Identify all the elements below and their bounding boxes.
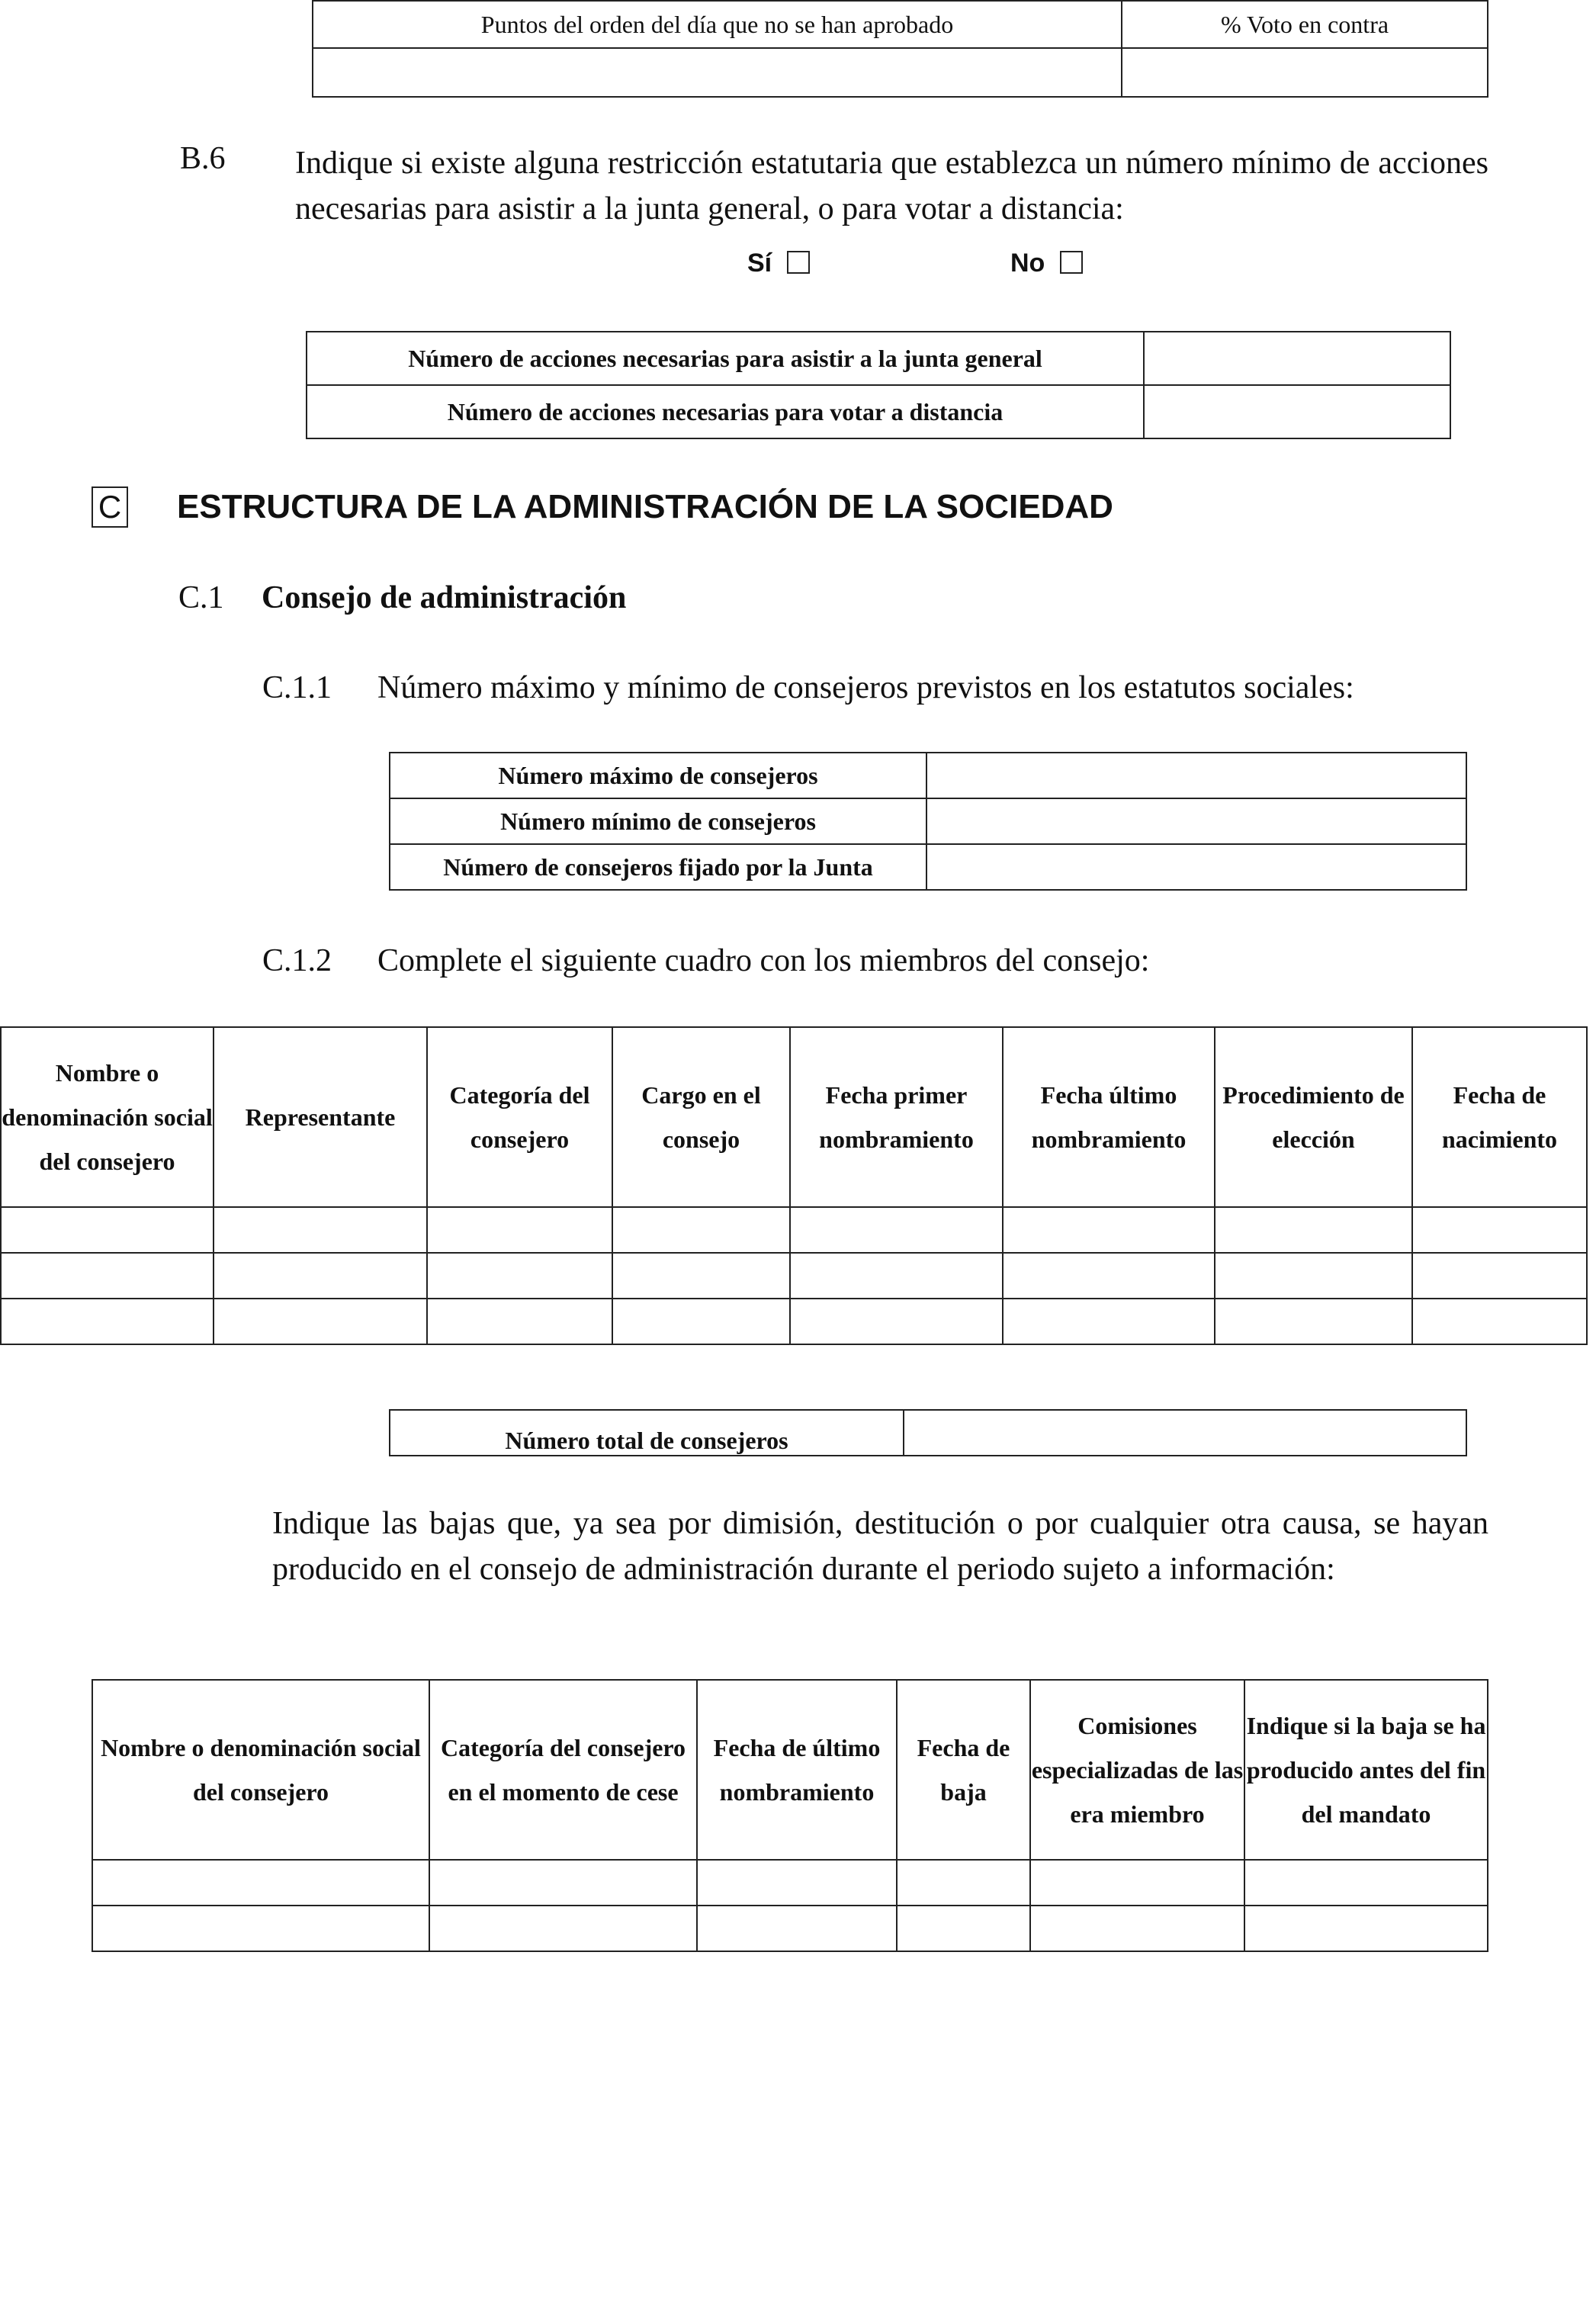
table-cell[interactable] <box>1244 1906 1488 1951</box>
table-cell[interactable] <box>1030 1906 1244 1951</box>
header-board-position: Cargo en el consejo <box>612 1027 790 1207</box>
table-cell[interactable] <box>790 1299 1003 1344</box>
table-cell[interactable] <box>1030 1860 1244 1906</box>
header-unapproved-items: Puntos del orden del día que no se han aprobado <box>313 1 1122 48</box>
table-cell[interactable] <box>214 1299 427 1344</box>
table-row <box>1 1207 1587 1253</box>
header-director-category: Categoría del consejero <box>427 1027 612 1207</box>
table-cell[interactable] <box>1 1253 214 1299</box>
section-c-title: ESTRUCTURA DE LA ADMINISTRACIÓN DE LA SOCIEDAD <box>177 488 1113 525</box>
table-cell[interactable] <box>1412 1207 1587 1253</box>
row-label-max-directors: Número máximo de consejeros <box>390 753 926 798</box>
row-label-fixed-directors: Número de consejeros fijado por la Junta <box>390 844 926 890</box>
no-option[interactable] <box>1010 249 1083 278</box>
cell-total-directors[interactable] <box>904 1410 1466 1456</box>
board-size-table <box>389 752 1467 891</box>
c11-number: C.1.1 <box>262 670 332 705</box>
table-cell[interactable] <box>1215 1299 1412 1344</box>
b6-number: B.6 <box>180 141 226 176</box>
header-representative: Representante <box>214 1027 427 1207</box>
header-last-appointment-date: Fecha de último nombramiento <box>697 1680 897 1860</box>
table-cell[interactable] <box>1003 1253 1215 1299</box>
b6-question: Indique si existe alguna restricción estatutaria que establezca un número mínimo de acciones necesarias para asistir a la junta general, o para votar a distancia: <box>295 146 1488 226</box>
table-cell[interactable] <box>92 1906 429 1951</box>
header-birth-date: Fecha de nacimiento <box>1412 1027 1587 1207</box>
cell-min-directors[interactable] <box>926 798 1466 844</box>
b6-shares-table <box>306 331 1451 439</box>
table-cell[interactable] <box>92 1860 429 1906</box>
yes-option[interactable] <box>747 249 810 278</box>
section-c-letter: C <box>92 486 128 528</box>
c1-title: Consejo de administración <box>262 580 627 615</box>
table-cell[interactable] <box>1215 1253 1412 1299</box>
table-cell[interactable] <box>612 1253 790 1299</box>
row-label-remote-vote: Número de acciones necesarias para votar a distancia <box>307 385 1144 438</box>
total-directors-label: Número total de consejeros <box>390 1410 904 1456</box>
row-label-min-directors: Número mínimo de consejeros <box>390 798 926 844</box>
header-last-appointment: Fecha último nombramiento <box>1003 1027 1215 1207</box>
table-cell[interactable] <box>612 1299 790 1344</box>
cell-unapproved-items[interactable] <box>313 48 1122 97</box>
table-cell[interactable] <box>790 1253 1003 1299</box>
table-cell[interactable] <box>697 1860 897 1906</box>
header-early-departure: Indique si la baja se ha producido antes del fin del mandato <box>1244 1680 1488 1860</box>
header-election-procedure: Procedimiento de elección <box>1215 1027 1412 1207</box>
table-cell[interactable] <box>429 1860 697 1906</box>
total-directors-table <box>389 1409 1467 1456</box>
cell-attend-value[interactable] <box>1144 332 1450 385</box>
yes-label: Sí <box>747 249 772 278</box>
table-cell[interactable] <box>429 1906 697 1951</box>
table-row <box>92 1906 1488 1951</box>
header-vote-against: % Voto en contra <box>1122 1 1488 48</box>
table-row <box>1 1253 1587 1299</box>
board-departures-table <box>92 1679 1488 1952</box>
table-cell[interactable] <box>897 1860 1030 1906</box>
header-departed-director-name: Nombre o denominación social del consejero <box>92 1680 429 1860</box>
table-cell[interactable] <box>1 1299 214 1344</box>
header-committees: Comisiones especializadas de las era miembro <box>1030 1680 1244 1860</box>
table-cell[interactable] <box>1215 1207 1412 1253</box>
table-cell[interactable] <box>1244 1860 1488 1906</box>
no-checkbox[interactable] <box>1060 251 1083 274</box>
cell-fixed-directors[interactable] <box>926 844 1466 890</box>
table-cell[interactable] <box>427 1253 612 1299</box>
table-cell[interactable] <box>427 1299 612 1344</box>
table-cell[interactable] <box>790 1207 1003 1253</box>
departures-question: Indique las bajas que, ya sea por dimisión, destitución o por cualquier otra causa, se hayan producido en el consejo de administración durante el periodo sujeto a información: <box>272 1506 1488 1587</box>
table-cell[interactable] <box>897 1906 1030 1951</box>
table-row <box>1 1299 1587 1344</box>
table-cell[interactable] <box>1003 1207 1215 1253</box>
table-cell[interactable] <box>214 1253 427 1299</box>
board-members-table <box>0 1026 1588 1345</box>
header-departure-date: Fecha de baja <box>897 1680 1030 1860</box>
no-label: No <box>1010 249 1045 278</box>
c12-number: C.1.2 <box>262 943 332 978</box>
c12-text: Complete el siguiente cuadro con los miembros del consejo: <box>377 943 1150 978</box>
c11-text: Número máximo y mínimo de consejeros previstos en los estatutos sociales: <box>377 670 1354 705</box>
table-cell[interactable] <box>1003 1299 1215 1344</box>
table-row <box>92 1860 1488 1906</box>
header-category-at-departure: Categoría del consejero en el momento de cese <box>429 1680 697 1860</box>
table-cell[interactable] <box>427 1207 612 1253</box>
unapproved-items-table <box>312 0 1488 98</box>
table-cell[interactable] <box>612 1207 790 1253</box>
c1-number: C.1 <box>178 580 224 615</box>
table-cell[interactable] <box>214 1207 427 1253</box>
cell-max-directors[interactable] <box>926 753 1466 798</box>
header-director-name: Nombre o denominación social del consejero <box>1 1027 214 1207</box>
yes-checkbox[interactable] <box>787 251 810 274</box>
table-cell[interactable] <box>697 1906 897 1951</box>
cell-vote-against[interactable] <box>1122 48 1488 97</box>
header-first-appointment: Fecha primer nombramiento <box>790 1027 1003 1207</box>
cell-remote-vote-value[interactable] <box>1144 385 1450 438</box>
table-cell[interactable] <box>1412 1299 1587 1344</box>
row-label-attend: Número de acciones necesarias para asistir a la junta general <box>307 332 1144 385</box>
table-cell[interactable] <box>1412 1253 1587 1299</box>
table-cell[interactable] <box>1 1207 214 1253</box>
